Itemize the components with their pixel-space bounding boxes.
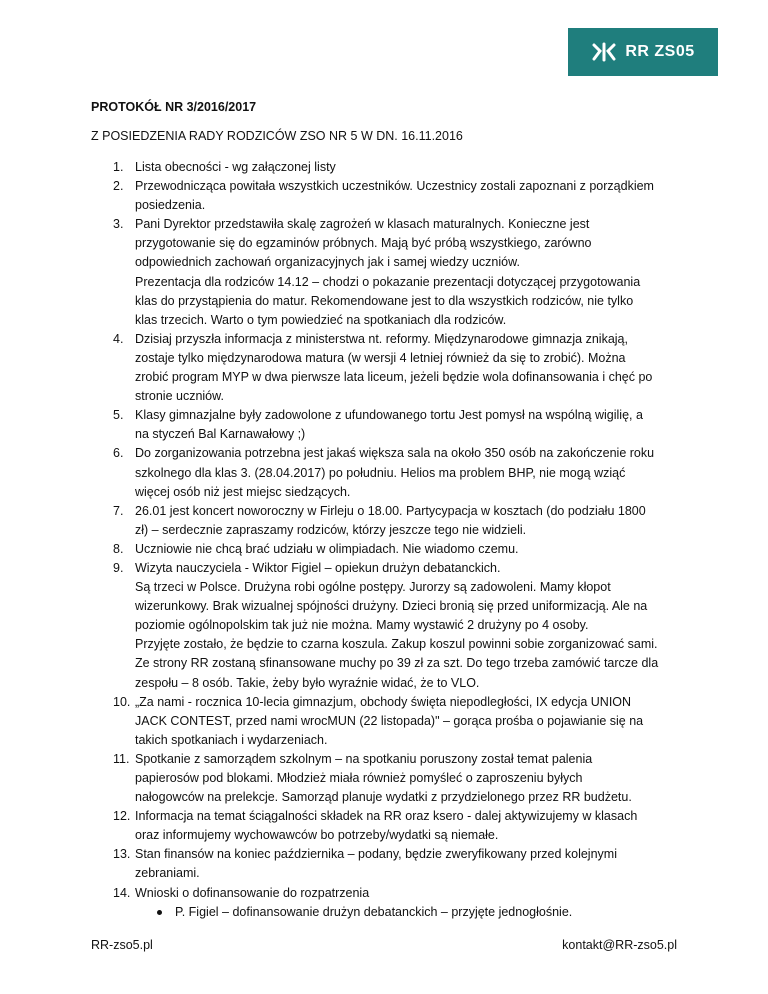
footer-email: kontakt@RR-zso5.pl — [562, 938, 677, 952]
logo-mark-icon — [591, 41, 617, 63]
list-item — [91, 750, 691, 807]
list-item-number: 6. — [113, 446, 124, 461]
list-item-number: 8. — [113, 541, 124, 556]
footer-website: RR-zso5.pl — [91, 938, 153, 952]
list-item-number: 10. — [113, 694, 131, 709]
list-item-text-line: takich spotkaniach i wydarzeniach. — [135, 732, 328, 747]
list-item — [91, 845, 691, 883]
list-item — [91, 693, 691, 750]
list-item-text-line: Dzisiaj przyszła informacja z ministerstwa nt. reformy. Międzynarodowe gimnazja znikają, — [135, 331, 628, 346]
list-item-text-line: Wizyta nauczyciela - Wiktor Figiel – opiekun drużyn debatanckich. — [135, 560, 501, 575]
list-item-text-line: nałogowców na prelekcje. Samorząd planuje wydatki z przydzielonego przez RR budżetu. — [135, 790, 632, 805]
list-item-text-line: papierosów pod blokami. Młodzież miała również pomyśleć o zaproszeniu byłych — [135, 771, 583, 785]
list-item-text-line: 26.01 jest koncert noworoczny w Firleju o 18.00. Partycypacja w kosztach (do podziału 1800 — [135, 503, 646, 518]
list-item-number: 5. — [113, 408, 124, 423]
list-item — [91, 559, 691, 693]
list-item-number: 11. — [113, 751, 130, 766]
list-item-text-line: klas do przystąpienia do matur. Rekomendowane jest to dla wszystkich rodziców, nie tylko — [135, 293, 634, 308]
list-item-text-line: zebraniami. — [135, 866, 200, 881]
list-item-number: 12. — [113, 809, 131, 824]
bullet-icon — [157, 910, 162, 915]
list-item — [91, 444, 691, 501]
list-item-text-line: JACK CONTEST, przed nami wrocMUN (22 listopada)" – gorąca prośba o pojawianie się na — [135, 713, 644, 728]
list-item-text-line: odpowiednich zachowań organizacyjnych jak i samej wiedzy uczniów. — [135, 255, 520, 270]
list-item-number: 7. — [113, 503, 124, 518]
logo — [568, 28, 718, 76]
list-item-number: 13. — [113, 847, 131, 862]
list-item-text-line: Do zorganizowania potrzebna jest jakaś większa sala na około 350 osób na zakończenie roku — [135, 446, 655, 461]
list-item — [91, 330, 691, 406]
list-item-text-line: Ze strony RR zostaną sfinansowane muchy po 39 zł za szt. Do tego trzeba zamówić tarcze dla — [135, 656, 659, 671]
list-item-text-line: przygotowanie się do egzaminów próbnych. Mają być próbą wszystkiego, zarówno — [135, 236, 592, 251]
list-item — [91, 215, 691, 330]
list-item-text-line: Są trzeci w Polsce. Drużyna robi ogólne postępy. Jurorzy są zadowoleni. Mamy kłopot — [135, 580, 611, 595]
logo-text: RR ZS05 — [625, 43, 695, 60]
list-item-number: 4. — [113, 331, 124, 346]
list-item-text-line: Lista obecności - wg załączonej listy — [135, 160, 336, 174]
list-item-text-line: Wnioski o dofinansowanie do rozpatrzenia — [135, 885, 370, 900]
list-item-text-line: Informacja na temat ściągalności składek na RR oraz ksero - dalej aktywizujemy w klasach — [135, 809, 638, 824]
list-item — [91, 540, 691, 559]
list-item-text-line: zł) – serdecznie zapraszamy rodziców, którzy jeszcze tego nie widzieli. — [135, 522, 527, 537]
list-item — [91, 502, 691, 540]
list-item-number: 2. — [113, 179, 124, 194]
list-item-text-line: zrobić program MYP w dwa pierwsze lata liceum, jeżeli będzie wola dofinansowania i chęć po — [135, 370, 653, 385]
list-item-text-line: Przyjęte zostało, że będzie to czarna koszula. Zakup koszul powinni sobie zorganizować sami. — [135, 637, 658, 652]
list-item-number: 1. — [113, 160, 124, 174]
agenda-list — [91, 158, 691, 922]
sub-list-item-text: P. Figiel – dofinansowanie drużyn debatanckich – przyjęte jednogłośnie. — [175, 904, 573, 919]
sub-list-item — [135, 903, 691, 922]
list-item-text-line: Prezentacja dla rodziców 14.12 – chodzi o pokazanie prezentacji dotyczącej przygotowania — [135, 274, 641, 289]
list-item-text-line: posiedzenia. — [135, 198, 206, 213]
list-item-text-line: zespołu – 8 osób. Takie, żeby było wyraźnie widać, że to VLO. — [135, 675, 480, 690]
list-item — [91, 406, 691, 444]
list-item-text-line: Uczniowie nie chcą brać udziału w olimpiadach. Nie wiadomo czemu. — [135, 541, 519, 556]
list-item-number: 9. — [113, 560, 124, 575]
list-item-text-line: Klasy gimnazjalne były zadowolone z ufundowanego tortu Jest pomysł na wspólną wigilię, a — [135, 408, 643, 423]
list-item-text-line: Stan finansów na koniec października – podany, będzie zweryfikowany przed kolejnymi — [135, 847, 617, 862]
sub-list — [135, 903, 691, 922]
list-item-text-line: „Za nami - rocznica 10-lecia gimnazjum, obchody święta niepodległości, IX edycja UNION — [135, 694, 632, 709]
list-item-text-line: Spotkanie z samorządem szkolnym – na spotkaniu poruszony został temat palenia — [135, 751, 593, 766]
list-item-text-line: więcej osób niż jest miejsc siedzących. — [135, 484, 351, 499]
list-item-number: 3. — [113, 217, 124, 232]
list-item-text-line: zostaje tylko międzynarodowa matura (w wersji 4 letniej również da się to zrobić). Można — [135, 350, 626, 365]
list-item-text-line: Przewodnicząca powitała wszystkich uczestników. Uczestnicy zostali zapoznani z porządkiem — [135, 179, 654, 194]
list-item — [91, 177, 691, 215]
list-item-text-line: stronie uczniów. — [135, 389, 224, 404]
list-item — [91, 884, 691, 922]
document-title: PROTOKÓŁ NR 3/2016/2017 — [91, 100, 257, 114]
list-item-text-line: poziomie ogólnopolskim tak już nie można. Mamy wystawić 2 drużyny po 4 osoby. — [135, 618, 589, 633]
list-item-text-line: na styczeń Bal Karnawałowy ;) — [135, 427, 306, 442]
list-item-text-line: Pani Dyrektor przedstawiła skalę zagrożeń w klasach maturalnych. Konieczne jest — [135, 217, 590, 232]
list-item — [91, 158, 691, 177]
list-item-text-line: wizerunkowy. Brak wizualnej spójności drużyny. Dzieci bronią się przed uniformizacją. Ale na — [135, 599, 648, 614]
list-item — [91, 807, 691, 845]
list-item-text-line: oraz informujemy wychowawców bo potrzeby/wydatki są niemałe. — [135, 828, 499, 843]
list-item-text-line: klas trzecich. Warto o tym powiedzieć na spotkaniach dla rodziców. — [135, 312, 507, 327]
document-subtitle: Z POSIEDZENIA RADY RODZICÓW ZSO NR 5 W DN. 16.11.2016 — [91, 129, 463, 143]
list-item-number: 14. — [113, 885, 131, 900]
list-item-text-line: szkolnego dla klas 3. (28.04.2017) po południu. Helios ma problem BHP, nie mogą wziąć — [135, 465, 626, 480]
